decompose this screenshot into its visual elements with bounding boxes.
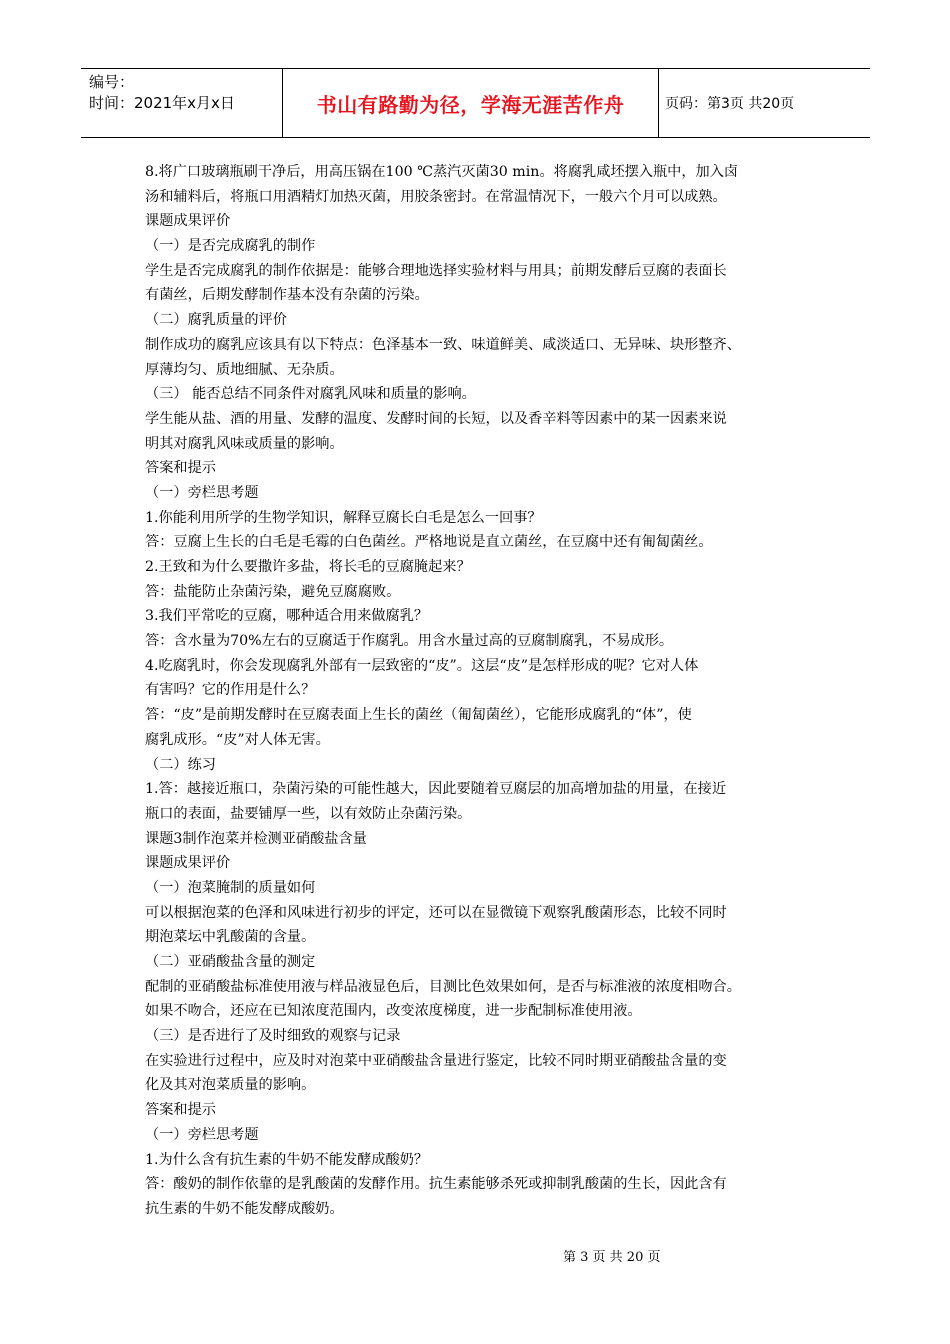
text-line: （三）是否进行了及时细致的观察与记录	[145, 1028, 401, 1045]
text-line: 有菌丝，后期发酵制作基本没有杂菌的污染。	[145, 287, 429, 304]
text-line: 明其对腐乳风味或质量的影响。	[145, 435, 344, 452]
text-line: （一）旁栏思考题	[145, 484, 259, 501]
text-line: 答：盐能防止杂菌污染，避免豆腐腐败。	[145, 583, 401, 600]
text-line: （二）练习	[145, 756, 216, 773]
text-line: 学生能从盐、酒的用量、发酵的温度、发酵时间的长短，以及香辛料等因素中的某一因素来说	[145, 410, 727, 427]
text-line: 如果不吻合，还应在已知浓度范围内，改变浓度梯度，进一步配制标准使用液。	[145, 1003, 642, 1020]
header-meta	[81, 69, 283, 137]
text-line: 化及其对泡菜质量的影响。	[145, 1077, 316, 1094]
text-line: 腐乳成形。“皮”对人体无害。	[145, 731, 330, 748]
document-date: 时间：2021年x月x日	[89, 94, 235, 112]
text-line: 厚薄均匀、质地细腻、无杂质。	[145, 361, 344, 378]
text-line: 可以根据泡菜的色泽和风味进行初步的评定，还可以在显微镜下观察乳酸菌形态，比较不同时	[145, 904, 727, 921]
text-line: 1.答：越接近瓶口，杂菌污染的可能性越大，因此要随着豆腐层的加高增加盐的用量，在接近	[145, 781, 727, 798]
header-page-number: 页码：第3页 共20页	[665, 96, 795, 112]
text-line: 2.王致和为什么要撒许多盐，将长毛的豆腐腌起来？	[145, 559, 471, 575]
page-header	[81, 68, 870, 138]
document-body	[145, 160, 810, 1222]
text-line: （一）旁栏思考题	[145, 1126, 259, 1143]
text-line: 答：含水量为70%左右的豆腐适于作腐乳。用含水量过高的豆腐制腐乳，不易成形。	[145, 633, 674, 650]
text-line: 在实验进行过程中，应及时对泡菜中亚硝酸盐含量进行鉴定，比较不同时期亚硝酸盐含量的变	[145, 1052, 727, 1069]
text-line: 1.为什么含有抗生素的牛奶不能发酵成酸奶？	[145, 1151, 429, 1168]
text-line: 答：“皮”是前期发酵时在豆腐表面上生长的菌丝（匍匐菌丝），它能形成腐乳的“体”，使	[145, 707, 692, 724]
text-line: 4.吃腐乳时，你会发现腐乳外部有一层致密的“皮”。这层“皮”是怎样形成的呢？它对人体	[145, 657, 699, 674]
text-line: 抗生素的牛奶不能发酵成酸奶。	[145, 1200, 344, 1217]
text-line: 瓶口的表面，盐要铺厚一些，以有效防止杂菌污染。	[145, 805, 472, 822]
text-line: 答案和提示	[145, 460, 216, 477]
text-line: （一）泡菜腌制的质量如何	[145, 879, 316, 896]
text-line: 答：豆腐上生长的白毛是毛霉的白色菌丝。严格地说是直立菌丝，在豆腐中还有匍匐菌丝。	[145, 534, 713, 551]
text-line: 汤和辅料后，将瓶口用酒精灯加热灭菌，用胶条密封。在常温情况下，一般六个月可以成熟。	[145, 188, 727, 205]
text-line: 3.我们平常吃的豆腐，哪种适合用来做腐乳？	[145, 608, 429, 625]
text-line: 答：酸奶的制作依靠的是乳酸菌的发酵作用。抗生素能够杀死或抑制乳酸菌的生长，因此含有	[145, 1176, 727, 1193]
text-line: （一）是否完成腐乳的制作	[145, 238, 316, 255]
text-line: （二）亚硝酸盐含量的测定	[145, 954, 316, 970]
page-footer: 第 3 页 共 20 页	[563, 1250, 661, 1265]
text-line: 课题成果评价	[145, 213, 231, 230]
text-line: 学生是否完成腐乳的制作依据是：能够合理地选择实验材料与用具；前期发酵后豆腐的表面长	[145, 262, 727, 279]
text-line: （三） 能否总结不同条件对腐乳风味和质量的影响。	[145, 386, 476, 403]
text-line: 有害吗？它的作用是什么？	[145, 682, 316, 699]
text-line: 期泡菜坛中乳酸菌的含量。	[145, 929, 316, 946]
text-line: 制作成功的腐乳应该具有以下特点：色泽基本一致、味道鲜美、咸淡适口、无异味、块形整齐、	[145, 336, 741, 353]
text-line: 课题成果评价	[145, 855, 231, 872]
text-line: 配制的亚硝酸盐标准使用液与样品液显色后，目测比色效果如何，是否与标准液的浓度相吻合。	[145, 978, 741, 995]
header-motto: 书山有路勤为径，学海无涯苦作舟	[283, 69, 659, 137]
text-line: 1.你能利用所学的生物学知识，解释豆腐长白毛是怎么一回事？	[145, 509, 542, 526]
text-line: 课题3制作泡菜并检测亚硝酸盐含量	[145, 830, 367, 847]
text-line: （二）腐乳质量的评价	[145, 312, 287, 329]
document-number: 编号：	[89, 73, 135, 91]
text-line: 答案和提示	[145, 1102, 216, 1119]
text-line: 8.将广口玻璃瓶刷干净后，用高压锅在100 ℃蒸汽灭菌30 min。将腐乳咸坯摆入瓶中，加入卤	[145, 164, 739, 180]
